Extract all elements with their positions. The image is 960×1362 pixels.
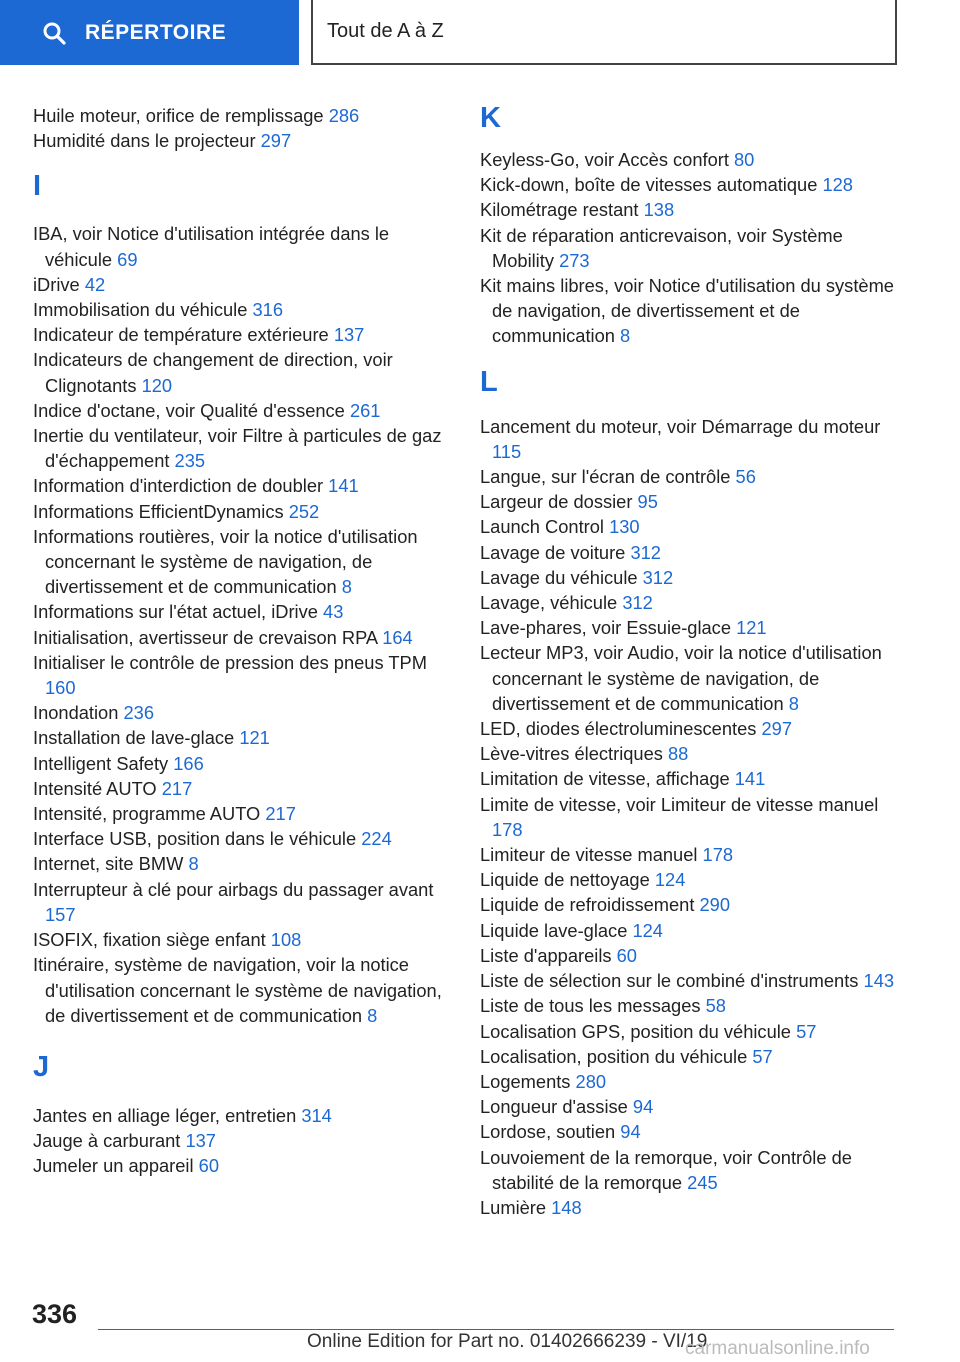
index-entry (480, 892, 900, 917)
index-entry (480, 968, 900, 993)
index-entry (33, 801, 447, 826)
entry-text: Langue, sur l'écran de contrôle (480, 466, 731, 488)
page-link[interactable]: 164 (382, 626, 413, 648)
page-link[interactable]: 312 (642, 566, 674, 588)
entry-text: iDrive (33, 273, 80, 295)
entry-text: Limitation de vitesse, affichage (480, 768, 730, 790)
page-link[interactable]: 121 (736, 617, 767, 639)
index-entry (33, 347, 447, 397)
index-entry (33, 826, 447, 851)
index-entry (480, 716, 900, 741)
page-link[interactable]: 138 (643, 199, 675, 221)
page-link[interactable]: 130 (609, 516, 640, 538)
index-entry (480, 540, 900, 565)
watermark: carmanualsonline.info (685, 1338, 870, 1359)
page-link[interactable]: 95 (637, 491, 658, 513)
index-entry (480, 918, 900, 943)
page-link[interactable]: 217 (265, 803, 296, 825)
index-entry (480, 766, 900, 791)
index-entry (33, 776, 447, 801)
page-link[interactable]: 57 (796, 1020, 817, 1042)
tab-tout-de-a-a-z[interactable] (311, 0, 897, 65)
page-link[interactable]: 236 (123, 702, 154, 724)
index-entry (480, 1145, 900, 1195)
index-entry (33, 473, 447, 498)
index-entry (33, 297, 447, 322)
page-link[interactable]: 120 (141, 374, 173, 396)
entry-text: Indicateurs de changement de direction, voir Clignotants (33, 349, 393, 396)
entry-text: Itinéraire, système de navigation, voir la notice d'utilisation concernant le système de navigation, de divertissement et de communication (33, 954, 442, 1026)
index-entry (480, 792, 900, 842)
page-link[interactable]: 252 (288, 500, 320, 522)
index-entry (33, 272, 447, 297)
entry-text: Lavage de voiture (480, 541, 626, 563)
entry-text: Initialiser le contrôle de pression des pneus TPM (33, 651, 427, 673)
index-entry (33, 877, 447, 927)
page-link[interactable]: 137 (185, 1130, 216, 1152)
page-link[interactable]: 8 (188, 853, 199, 875)
index-entry (33, 221, 447, 271)
index-entry (480, 943, 900, 968)
entry-text: ISOFIX, fixation siège enfant (33, 929, 266, 951)
entry-text: Liste de sélection sur le combiné d'instruments (480, 970, 859, 992)
entry-text: Jauge à carburant (33, 1130, 181, 1152)
index-entry (33, 851, 447, 876)
index-entry (33, 625, 447, 650)
page-link[interactable]: 43 (323, 601, 344, 623)
entry-text: Intelligent Safety (33, 752, 169, 774)
entry-text: Installation de lave-glace (33, 727, 235, 749)
page-link[interactable]: 124 (632, 919, 663, 941)
entry-text: Interrupteur à clé pour airbags du passager avant (33, 878, 434, 900)
page-link[interactable]: 273 (559, 249, 590, 271)
index-entry (33, 524, 447, 600)
index-entry (480, 273, 900, 349)
page-link[interactable]: 108 (270, 929, 302, 951)
index-entry (480, 640, 900, 716)
index-entry (480, 867, 900, 892)
entry-text: Informations routières, voir la notice d'utilisation concernant le système de navigation, de divertissement et de communication (33, 525, 418, 598)
entry-text: Liste de tous les messages (480, 995, 701, 1017)
page-link[interactable]: 143 (863, 970, 895, 992)
index-entry (480, 414, 900, 464)
index-entry (33, 927, 447, 952)
page-link[interactable]: 8 (620, 325, 631, 347)
entry-text: Kit de réparation anticrevaison, voir Système Mobility (480, 224, 843, 271)
entry-text: Localisation GPS, position du véhicule (480, 1020, 791, 1042)
page-link[interactable]: 280 (575, 1070, 607, 1092)
index-entry (480, 565, 900, 590)
page-link[interactable]: 8 (788, 692, 799, 714)
index-entry (480, 489, 900, 514)
index-entry (33, 423, 447, 473)
entry-text: Intensité, programme AUTO (33, 803, 261, 825)
page-link[interactable]: 157 (45, 903, 76, 925)
index-entry (480, 842, 900, 867)
index-entry (480, 1195, 900, 1220)
page-link[interactable]: 297 (761, 718, 793, 740)
repertoire-button[interactable] (0, 0, 299, 65)
entry-text: Lordose, soutien (480, 1121, 616, 1143)
entry-text: Information d'interdiction de doubler (33, 475, 324, 497)
entry-text: Lavage du véhicule (480, 566, 638, 588)
page-link[interactable]: 217 (161, 777, 193, 799)
index-entry (480, 590, 900, 615)
page-link[interactable]: 290 (699, 894, 731, 916)
page-link[interactable]: 178 (492, 818, 523, 840)
page-link[interactable]: 58 (705, 995, 726, 1017)
page-link[interactable]: 8 (367, 1004, 378, 1026)
entry-text: Lecteur MP3, voir Audio, voir la notice d'utilisation concernant le système de navigation, de divertissement et de communication (480, 642, 882, 714)
page-link[interactable]: 94 (620, 1121, 641, 1143)
entry-text: Initialisation, avertisseur de crevaison RPA (33, 626, 378, 648)
page-link[interactable]: 316 (252, 299, 284, 321)
page-link[interactable]: 137 (333, 324, 365, 346)
repertoire-label: RÉPERTOIRE (85, 20, 227, 44)
index-entry (480, 993, 900, 1018)
footer-divider (98, 1329, 894, 1330)
entry-text: Kick-down, boîte de vitesses automatique (480, 174, 818, 196)
page-link[interactable]: 297 (260, 130, 292, 152)
entry-text: Jumeler un appareil (33, 1155, 194, 1177)
index-entry (480, 464, 900, 489)
index-entry (33, 751, 447, 776)
entry-text: Liquide lave-glace (480, 919, 628, 941)
index-entry (480, 1094, 900, 1119)
entry-text: Immobilisation du véhicule (33, 299, 248, 321)
entry-text: Liste d'appareils (480, 944, 612, 966)
entry-text: Interface USB, position dans le véhicule (33, 828, 357, 850)
entry-text: Limite de vitesse, voir Limiteur de vitesse manuel (480, 793, 879, 815)
page-link[interactable]: 224 (361, 828, 392, 850)
footer-edition: Online Edition for Part no. 01402666239 - VI/19 (307, 1331, 708, 1352)
index-entry (480, 741, 900, 766)
entry-text: Indice d'octane, voir Qualité d'essence (33, 399, 345, 421)
index-entry (480, 1019, 900, 1044)
section-letter: K (480, 102, 501, 134)
entry-text: Liquide de refroidissement (480, 894, 695, 916)
entry-text: Kit mains libres, voir Notice d'utilisation du système de navigation, de divertissement et de communication (480, 275, 894, 347)
page-link[interactable]: 42 (84, 273, 106, 295)
index-entry (480, 197, 900, 222)
entry-text: Largeur de dossier (480, 491, 633, 513)
entry-text: Lève-vitres électriques (480, 743, 663, 765)
section-letter: I (33, 170, 42, 203)
page-link[interactable]: 261 (349, 399, 381, 421)
page-link[interactable]: 141 (734, 768, 766, 790)
index-entry (33, 398, 447, 423)
page-link[interactable]: 148 (551, 1196, 582, 1218)
page-link[interactable]: 80 (734, 149, 755, 170)
index-entry (33, 128, 447, 153)
index-entry (480, 514, 900, 539)
index-column-right (480, 103, 900, 1220)
page-link[interactable]: 166 (173, 752, 204, 774)
index-entry (480, 1044, 900, 1069)
entry-text: Longueur d'assise (480, 1096, 628, 1118)
section-letter: L (480, 365, 498, 398)
page-link[interactable]: 160 (45, 677, 76, 699)
page-link[interactable]: 235 (174, 450, 206, 472)
page-link[interactable]: 286 (328, 105, 360, 126)
index-entry (33, 700, 447, 725)
section-letter: J (33, 1050, 50, 1083)
index-column-left (33, 103, 447, 1179)
entry-text: Informations sur l'état actuel, iDrive (33, 601, 318, 623)
entry-text: LED, diodes électroluminescentes (480, 718, 757, 740)
search-icon (42, 21, 66, 45)
page-link[interactable]: 121 (239, 727, 270, 749)
page-link[interactable]: 178 (702, 844, 734, 866)
page-link[interactable]: 115 (492, 440, 522, 462)
index-entry (33, 725, 447, 750)
page-link[interactable]: 124 (654, 869, 686, 891)
entry-text: Logements (480, 1070, 571, 1092)
index-entry (33, 499, 447, 524)
index-entry (480, 147, 900, 172)
entry-text: Kilométrage restant (480, 199, 639, 221)
entry-text: Launch Control (480, 516, 604, 538)
index-entry (33, 1128, 447, 1153)
entry-text: Indicateur de température extérieure (33, 324, 329, 346)
page-link[interactable]: 8 (341, 576, 352, 598)
entry-text: Localisation, position du véhicule (480, 1045, 748, 1067)
index-entry (33, 952, 447, 1028)
index-entry (33, 650, 447, 700)
entry-text: Liquide de nettoyage (480, 869, 650, 891)
entry-text: Lancement du moteur, voir Démarrage du moteur (480, 415, 881, 437)
page-link[interactable]: 312 (630, 541, 661, 563)
index-entry (33, 322, 447, 347)
index-entry (480, 1069, 900, 1094)
tab-label: Tout de A à Z (327, 20, 444, 42)
entry-text: Internet, site BMW (33, 853, 184, 875)
index-entry (33, 599, 447, 624)
page-link[interactable]: 56 (735, 466, 756, 488)
page-link[interactable]: 88 (668, 743, 689, 765)
page-link[interactable]: 69 (117, 248, 138, 270)
index-entry (33, 103, 447, 128)
index-entry (33, 1103, 447, 1128)
page-link[interactable]: 314 (301, 1104, 332, 1126)
index-entry (480, 615, 900, 640)
page-link[interactable]: 94 (632, 1096, 654, 1118)
entry-text: Intensité AUTO (33, 777, 157, 799)
index-entry (33, 1153, 447, 1178)
page-link[interactable]: 245 (687, 1171, 718, 1193)
entry-text: Humidité dans le projecteur (33, 130, 256, 152)
entry-text: Limiteur de vitesse manuel (480, 844, 698, 866)
entry-text: Huile moteur, orifice de remplissage (33, 105, 324, 126)
entry-text: Inertie du ventilateur, voir Filtre à particules de gaz d'échappement (33, 425, 442, 472)
index-entry (480, 1119, 900, 1144)
entry-text: Lave-phares, voir Essuie-glace (480, 617, 731, 639)
entry-text: Lumière (480, 1196, 547, 1218)
page-link[interactable]: 60 (198, 1155, 219, 1177)
page-link[interactable]: 312 (622, 592, 653, 614)
page-link[interactable]: 57 (752, 1045, 773, 1067)
index-entry (480, 172, 900, 197)
entry-text: Informations EfficientDynamics (33, 500, 284, 522)
page-link[interactable]: 60 (616, 944, 637, 966)
page-number: 336 (32, 1299, 78, 1329)
entry-text: IBA, voir Notice d'utilisation intégrée dans le véhicule (33, 223, 390, 270)
entry-text: Inondation (33, 702, 119, 724)
entry-text: Louvoiement de la remorque, voir Contrôle de stabilité de la remorque (480, 1146, 852, 1193)
page-link[interactable]: 128 (822, 174, 853, 196)
entry-text: Jantes en alliage léger, entretien (33, 1104, 297, 1126)
entry-text: Keyless-Go, voir Accès confort (480, 149, 729, 170)
index-entry (480, 223, 900, 273)
entry-text: Lavage, véhicule (480, 592, 618, 614)
page-link[interactable]: 141 (328, 475, 359, 497)
